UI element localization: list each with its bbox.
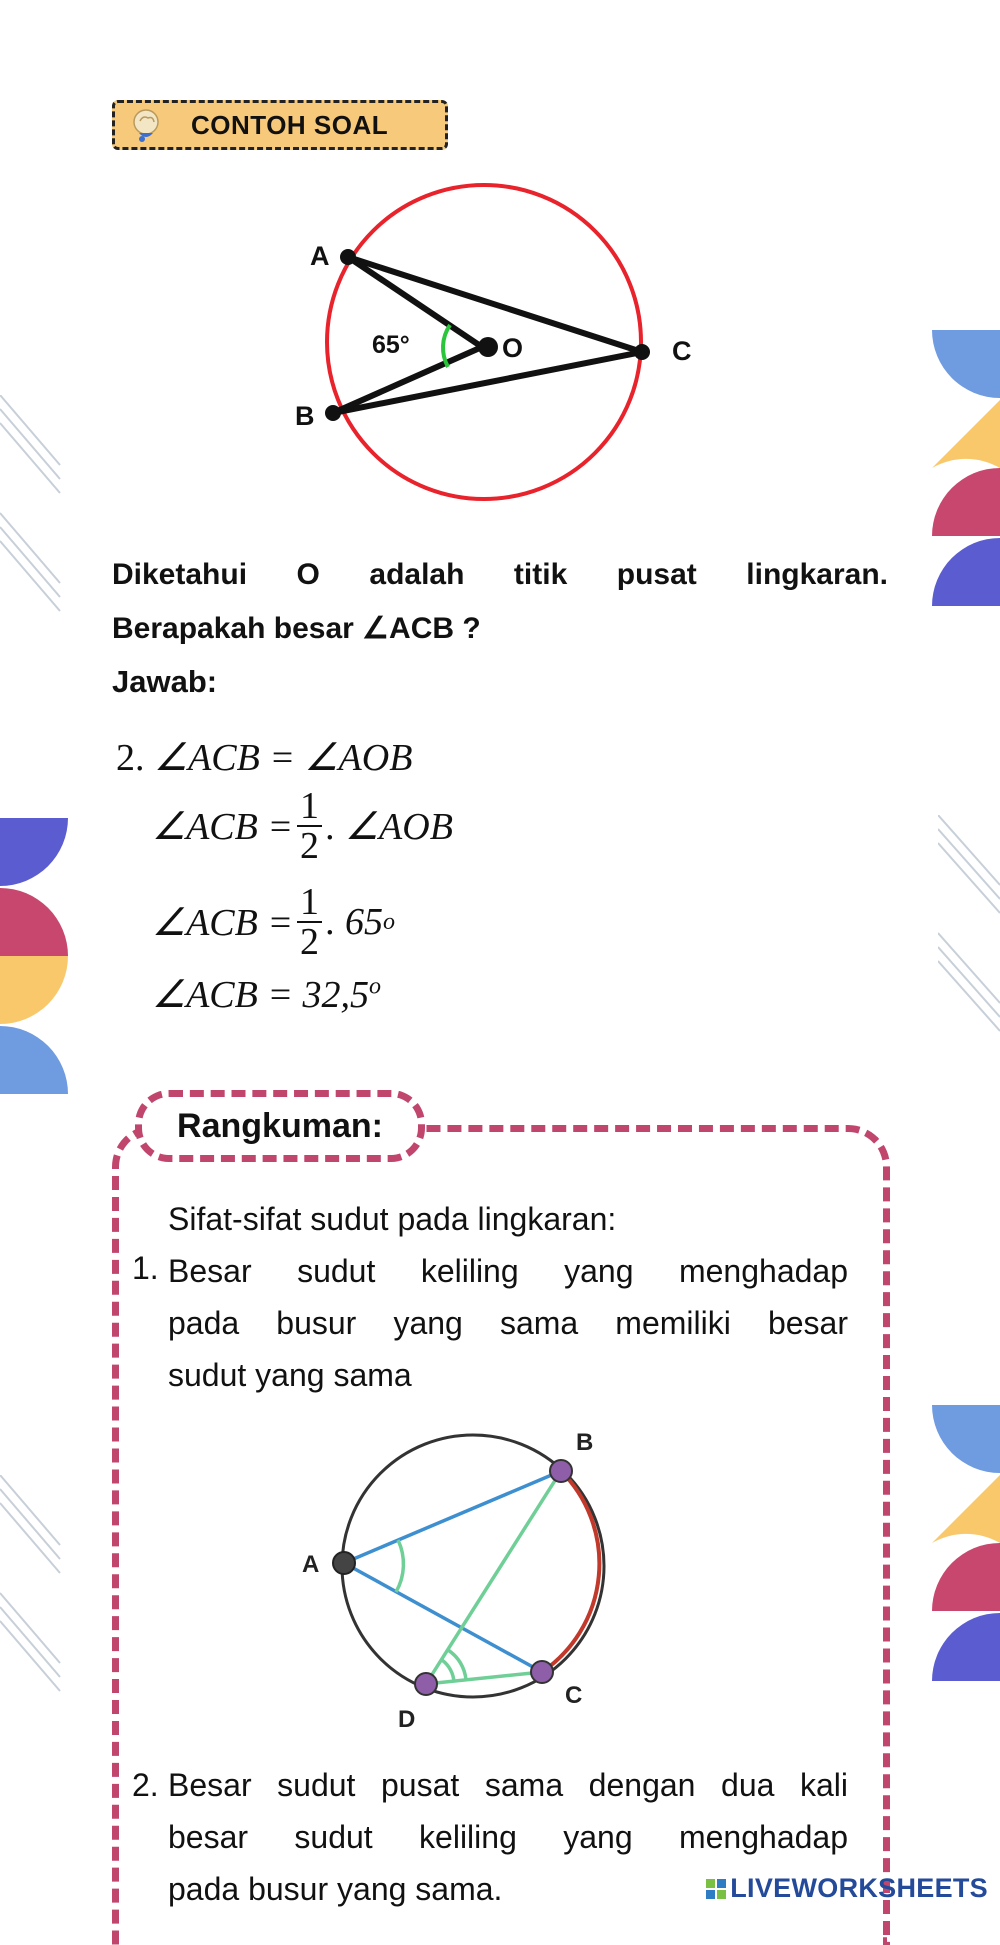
fraction-numerator: 1 (297, 883, 322, 923)
point-b (325, 405, 341, 421)
degree-superscript: o (382, 908, 395, 935)
degree-superscript: o (368, 973, 381, 1000)
fraction-half (297, 787, 322, 865)
decor-left-middle (0, 818, 70, 1098)
question-text (112, 548, 888, 656)
decor-right-bottom (930, 1405, 1000, 1685)
contoh-soal-badge (112, 100, 448, 150)
label-b: B (295, 401, 315, 431)
point-b (550, 1460, 572, 1482)
logo-text: LIVEWORKSHEETS (730, 1873, 988, 1903)
summary-item-2-line-1: Besar sudut pusat sama dengan dua kali (168, 1767, 848, 1803)
step-3-right: . 65 (325, 901, 383, 943)
badge-label: CONTOH SOAL (191, 109, 389, 140)
summary-intro: Sifat-sifat sudut pada lingkaran: (168, 1201, 617, 1237)
answer-step-3 (152, 883, 395, 961)
fraction-half (297, 883, 322, 961)
point-c (531, 1661, 553, 1683)
logo-grid-icon (706, 1879, 726, 1899)
decor-right-top (930, 330, 1000, 610)
summary-item-2-line-3: pada busur yang sama. (168, 1871, 503, 1907)
segment-ao (348, 257, 482, 347)
answer-step-2 (152, 787, 453, 865)
label-o: O (502, 333, 524, 363)
step-number: 2. (116, 737, 145, 779)
segment-dc (426, 1672, 542, 1684)
step-2-left: ∠ACB = (152, 805, 293, 848)
answer-step-4 (152, 972, 381, 1017)
summary-item-2-number: 2. (132, 1767, 159, 1803)
summary-item-1-number: 1. (132, 1250, 159, 1286)
step-4-equation: ∠ACB = 32,5 (152, 974, 369, 1016)
summary-item-1-line-3: sudut yang sama (168, 1357, 412, 1393)
decor-stripes-left-top (0, 395, 64, 615)
decor-stripes-left-bottom (0, 1475, 64, 1695)
question-line-1: Diketahui O adalah titik pusat lingkaran. (112, 558, 888, 591)
summary-title: Rangkuman: (135, 1090, 425, 1162)
liveworksheets-logo[interactable] (706, 1873, 988, 1904)
figure-inscribed-angle-example (280, 175, 720, 515)
point-c (634, 344, 650, 360)
label-d: D (398, 1706, 416, 1733)
summary-item-1 (168, 1245, 848, 1401)
fraction-denominator: 2 (299, 825, 319, 867)
answer-step-1 (116, 735, 412, 780)
angle-arc-a (396, 1540, 403, 1592)
brain-head-icon (129, 107, 165, 143)
step-1-equation: ∠ACB = ∠AOB (154, 737, 413, 779)
step-3-left: ∠ACB = (152, 901, 293, 944)
figure-inscribed-angles-same-arc (290, 1420, 630, 1740)
point-o (478, 337, 498, 357)
answer-label: Jawab: (112, 664, 218, 699)
label-c: C (565, 1682, 583, 1709)
summary-item-1-line-2: pada busur yang sama memiliki besar (168, 1305, 848, 1341)
label-a: A (310, 241, 330, 271)
fraction-numerator: 1 (297, 787, 322, 827)
angle-arc-d-inner (442, 1660, 454, 1682)
step-2-right: . ∠AOB (325, 805, 453, 848)
segment-bc (333, 352, 642, 413)
summary-item-1-line-1: Besar sudut keliling yang menghadap (168, 1253, 848, 1289)
label-b: B (576, 1429, 594, 1456)
angle-label-65: 65° (372, 331, 410, 359)
segment-db (426, 1471, 561, 1684)
question-line-2: Berapakah besar ∠ACB ? (112, 612, 481, 645)
segment-ab (344, 1471, 561, 1563)
label-c: C (672, 336, 692, 366)
decor-stripes-right-middle (938, 815, 1000, 1035)
arc-bc (542, 1471, 599, 1672)
point-d (415, 1673, 437, 1695)
angle-arc-d (448, 1650, 466, 1680)
summary-item-2-line-2: besar sudut keliling yang menghadap (168, 1819, 848, 1855)
point-a (333, 1552, 355, 1574)
point-a (340, 249, 356, 265)
label-a: A (302, 1551, 320, 1578)
fraction-denominator: 2 (299, 921, 319, 963)
